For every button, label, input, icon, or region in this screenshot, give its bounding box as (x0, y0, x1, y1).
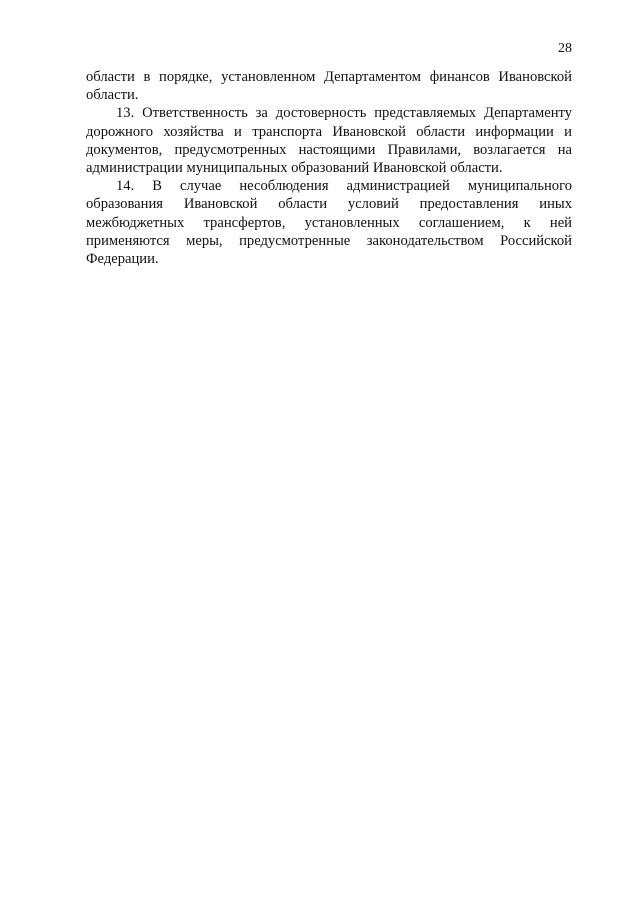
paragraph-13: 13. Ответственность за достоверность представляемых Департаменту дорожного хозяйства и транспорта Ивановской области информации и документов, предусмотренных настоящими Правилами, возлагается на администрации муниципальных образований Ивановской области. (86, 105, 572, 177)
page-number: 28 (558, 41, 572, 56)
paragraph-continuation: области в порядке, установленном Департаментом финансов Ивановской области. (86, 69, 572, 104)
document-body (86, 68, 572, 268)
paragraph-14: 14. В случае несоблюдения администрацией муниципального образования Ивановской области условий предоставления иных межбюджетных трансфертов, установленных соглашением, к ней применяются меры, предусмотренные законодательством Российской Федерации. (86, 178, 572, 268)
